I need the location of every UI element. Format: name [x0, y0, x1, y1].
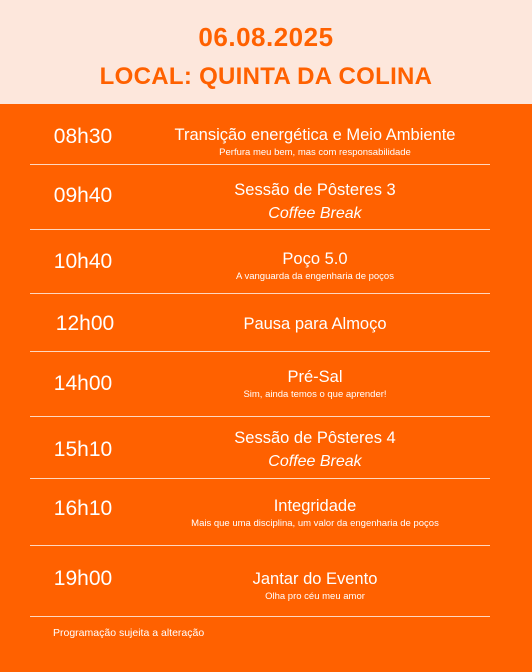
schedule-title: Sessão de Pôsteres 4 — [234, 429, 396, 447]
schedule-description — [140, 367, 490, 402]
schedule-description — [140, 314, 490, 334]
divider — [30, 616, 490, 617]
schedule-subtitle: Olha pro céu meu amor — [265, 591, 365, 602]
schedule-description — [140, 249, 490, 284]
divider — [30, 416, 490, 417]
schedule-title: Pré-Sal — [287, 368, 343, 386]
schedule-title: Poço 5.0 — [282, 250, 348, 268]
divider — [30, 229, 490, 230]
divider — [30, 545, 490, 546]
schedule-time: 09h40 — [53, 184, 113, 207]
schedule-description — [140, 496, 490, 531]
schedule-title: Integridade — [273, 497, 357, 515]
schedule-title: Pausa para Almoço — [243, 315, 387, 333]
schedule-description — [140, 569, 490, 604]
schedule-time: 14h00 — [53, 372, 113, 395]
schedule-emphasis: Coffee Break — [268, 205, 362, 222]
schedule-description — [140, 428, 490, 472]
header-banner — [0, 0, 532, 104]
schedule-subtitle: A vanguarda da engenharia de poços — [236, 271, 394, 282]
schedule-title: Jantar do Evento — [252, 570, 378, 588]
schedule-subtitle: Perfura meu bem, mas com responsabilidade — [219, 147, 411, 158]
schedule-time: 16h10 — [53, 497, 113, 520]
divider — [30, 478, 490, 479]
schedule-title: Sessão de Pôsteres 3 — [234, 181, 396, 199]
schedule-time: 12h00 — [55, 312, 115, 335]
schedule-time: 19h00 — [53, 567, 113, 590]
schedule-description — [140, 180, 490, 224]
schedule-time: 10h40 — [53, 250, 113, 273]
footer-note: Programação sujeita a alteração — [53, 627, 205, 639]
event-location: LOCAL: QUINTA DA COLINA — [99, 63, 433, 90]
schedule-description — [140, 125, 490, 160]
schedule-time: 15h10 — [53, 438, 113, 461]
schedule-title: Transição energética e Meio Ambiente — [174, 126, 456, 144]
schedule-emphasis: Coffee Break — [268, 453, 362, 470]
divider — [30, 293, 490, 294]
divider — [30, 351, 490, 352]
divider — [30, 164, 490, 165]
schedule-time: 08h30 — [53, 125, 113, 148]
schedule-subtitle: Mais que uma disciplina, um valor da engenharia de poços — [191, 518, 439, 529]
event-date: 06.08.2025 — [198, 22, 334, 52]
schedule-subtitle: Sim, ainda temos o que aprender! — [243, 389, 387, 400]
